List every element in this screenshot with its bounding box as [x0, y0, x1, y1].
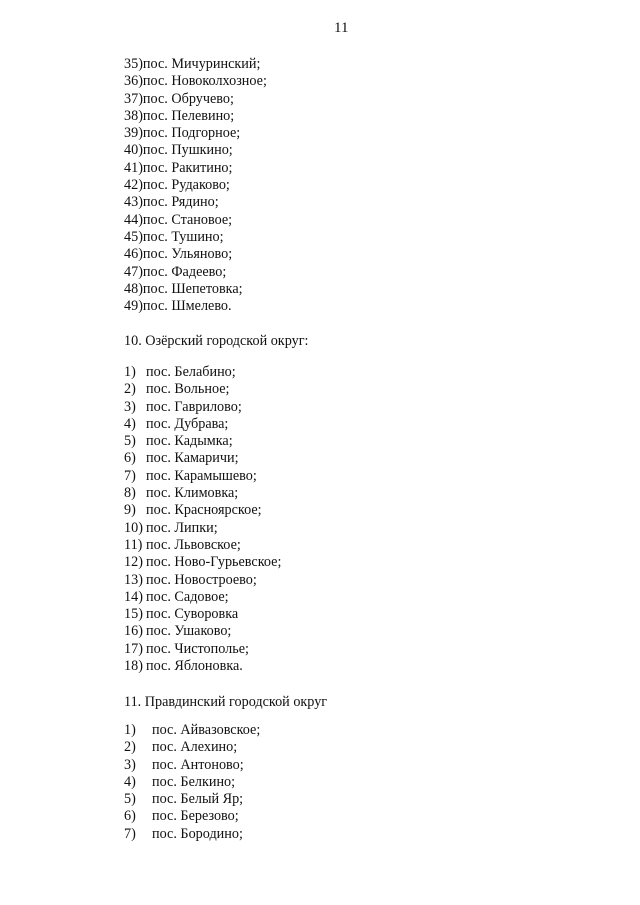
item-number: 15) [124, 606, 143, 623]
item-text: пос. Мичуринский; [142, 56, 261, 72]
item-text: пос. Чистополье; [146, 640, 249, 657]
item-text: пос. Кадымка; [146, 433, 233, 450]
item-text: пос. Подгорное; [142, 125, 241, 142]
item-number: 4) [124, 773, 136, 790]
item-number: 40) [124, 142, 143, 159]
list-item [124, 589, 281, 606]
list-item [124, 298, 267, 315]
item-text: пос. Камаричи; [146, 450, 239, 467]
list-item [124, 125, 267, 142]
list-item [124, 826, 260, 843]
item-text: пос. Бородино; [152, 825, 243, 842]
item-text: пос. Белкино; [152, 773, 236, 790]
list-item [124, 433, 281, 450]
item-number: 9) [124, 502, 136, 519]
item-text: пос. Березово; [152, 808, 239, 825]
item-number: 39) [124, 125, 143, 142]
item-text: пос. Вольное; [146, 381, 230, 398]
list-item [124, 554, 281, 571]
list-item [124, 177, 267, 194]
list-item [124, 91, 267, 108]
list-item [124, 502, 281, 519]
item-text: пос. Фадеево; [142, 263, 227, 280]
item-number: 10) [124, 519, 143, 536]
list-item [124, 229, 267, 246]
item-number: 41) [124, 159, 143, 176]
page-number: 11 [334, 20, 349, 36]
item-text: пос. Новоколхозное; [142, 73, 267, 90]
item-number: 17) [124, 640, 143, 657]
list-item [124, 485, 281, 502]
item-text: пос. Белабино; [146, 364, 236, 380]
item-text: пос. Липки; [146, 519, 218, 536]
item-text: пос. Ракитино; [142, 159, 233, 176]
list-item [124, 722, 260, 739]
item-number: 3) [124, 756, 136, 773]
settlement-list-pravdinsky [124, 722, 260, 843]
item-number: 2) [124, 381, 136, 398]
item-text: пос. Новостроево; [146, 571, 257, 588]
item-number: 6) [124, 450, 136, 467]
list-item [124, 73, 267, 90]
item-number: 7) [124, 467, 136, 484]
item-text: пос. Антоново; [152, 756, 244, 773]
section-heading-ozersky: 10. Озёрский городской округ: [124, 333, 309, 349]
section-heading-pravdinsky: 11. Правдинский городской округ [124, 694, 328, 710]
item-number: 47) [124, 263, 143, 280]
item-number: 16) [124, 623, 143, 640]
item-text: пос. Становое; [142, 211, 233, 228]
item-number: 38) [124, 107, 143, 124]
list-item [124, 160, 267, 177]
list-item [124, 381, 281, 398]
item-text: пос. Тушино; [142, 228, 224, 245]
item-number: 13) [124, 571, 143, 588]
item-text: пос. Шепетовка; [142, 280, 243, 297]
item-number: 3) [124, 398, 136, 415]
item-text: пос. Суворовка [146, 606, 239, 623]
item-text: пос. Рудаково; [142, 177, 230, 194]
item-number: 14) [124, 588, 143, 605]
list-item [124, 774, 260, 791]
list-item [124, 808, 260, 825]
list-item [124, 791, 260, 808]
item-number: 37) [124, 90, 143, 107]
item-number: 48) [124, 280, 143, 297]
item-text: пос. Яблоновка. [146, 658, 243, 675]
list-item [124, 194, 267, 211]
item-text: пос. Карамышево; [146, 467, 257, 484]
list-item [124, 281, 267, 298]
item-number: 49) [124, 298, 143, 315]
item-number: 7) [124, 825, 136, 842]
item-number: 45) [124, 228, 143, 245]
item-number: 5) [124, 433, 136, 450]
item-text: пос. Белый Яр; [152, 791, 244, 808]
item-text: пос. Айвазовское; [152, 722, 261, 738]
item-number: 5) [124, 791, 136, 808]
list-item [124, 450, 281, 467]
item-number: 35) [124, 56, 143, 72]
list-item [124, 56, 267, 73]
item-text: пос. Садовое; [146, 588, 229, 605]
item-number: 1) [124, 722, 136, 738]
item-text: пос. Львовское; [146, 536, 241, 553]
item-number: 8) [124, 485, 136, 502]
item-text: пос. Гаврилово; [146, 398, 242, 415]
list-item [124, 142, 267, 159]
item-number: 44) [124, 211, 143, 228]
item-number: 18) [124, 658, 143, 675]
item-text: пос. Ушаково; [146, 623, 232, 640]
settlement-list-ozersky [124, 364, 281, 675]
list-item [124, 537, 281, 554]
item-text: пос. Алехино; [152, 739, 238, 756]
list-item [124, 416, 281, 433]
item-number: 12) [124, 554, 143, 571]
list-item [124, 399, 281, 416]
list-item [124, 212, 267, 229]
item-number: 43) [124, 194, 143, 211]
list-item [124, 658, 281, 675]
item-number: 2) [124, 739, 136, 756]
item-number: 42) [124, 177, 143, 194]
item-number: 4) [124, 415, 136, 432]
item-number: 36) [124, 73, 143, 90]
list-item [124, 520, 281, 537]
list-item [124, 606, 281, 623]
list-item [124, 641, 281, 658]
item-text: пос. Рядино; [142, 194, 219, 211]
list-item [124, 246, 267, 263]
item-text: пос. Климовка; [146, 485, 239, 502]
item-text: пос. Красноярское; [146, 502, 262, 519]
item-text: пос. Пелевино; [142, 107, 235, 124]
settlement-list-continued [124, 56, 267, 315]
list-item [124, 623, 281, 640]
item-text: пос. Пушкино; [142, 142, 233, 159]
item-text: пос. Ново-Гурьевское; [146, 554, 282, 571]
list-item [124, 264, 267, 281]
item-text: пос. Дубрава; [146, 415, 229, 432]
item-number: 6) [124, 808, 136, 825]
item-number: 1) [124, 364, 136, 380]
list-item [124, 572, 281, 589]
list-item [124, 757, 260, 774]
list-item [124, 739, 260, 756]
item-number: 11) [124, 536, 143, 553]
list-item [124, 364, 281, 381]
item-text: пос. Обручево; [142, 90, 234, 107]
list-item [124, 468, 281, 485]
list-item [124, 108, 267, 125]
item-text: пос. Ульяново; [142, 246, 233, 263]
item-number: 46) [124, 246, 143, 263]
item-text: пос. Шмелево. [142, 298, 232, 315]
